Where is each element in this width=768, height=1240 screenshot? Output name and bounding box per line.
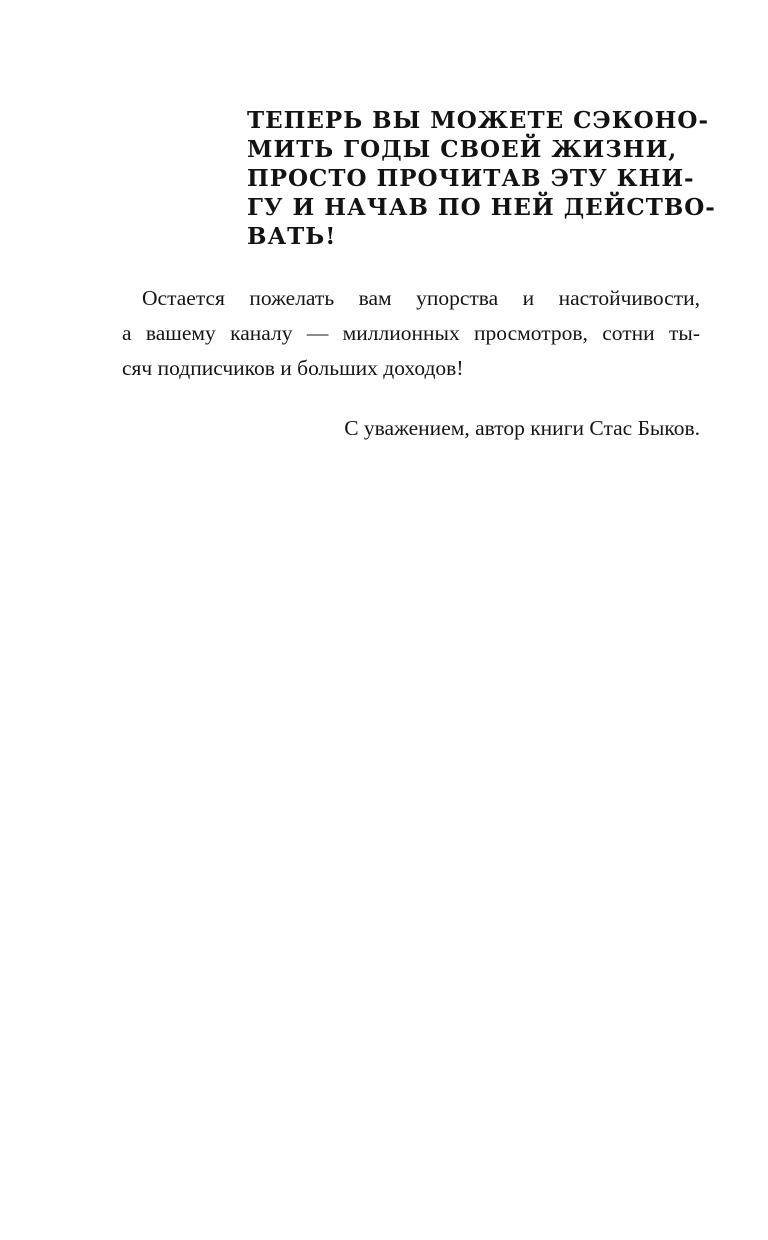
paragraph-line: сяч подписчиков и больших доходов! xyxy=(122,356,464,380)
closing-paragraph xyxy=(122,281,700,386)
heading-line: ПРОСТО ПРОЧИТАВ ЭТУ КНИ- xyxy=(247,165,695,192)
heading-line: ГУ И НАЧАВ ПО НЕЙ ДЕЙСТВО- xyxy=(247,194,716,221)
paragraph-line: Остается пожелать вам упорства и настойчивости, xyxy=(142,286,700,310)
heading-line: ТЕПЕРЬ ВЫ МОЖЕТЕ СЭКОНО- xyxy=(247,107,709,134)
heading-line: МИТЬ ГОДЫ СВОЕЙ ЖИЗНИ, xyxy=(247,136,678,163)
author-signature: С уважением, автор книги Стас Быков. xyxy=(344,416,700,440)
heading-line: ВАТЬ! xyxy=(247,223,337,250)
conclusion-heading xyxy=(247,106,716,251)
paragraph-line: а вашему каналу — миллионных просмотров, сотни ты- xyxy=(122,321,700,345)
text-column xyxy=(122,0,716,441)
